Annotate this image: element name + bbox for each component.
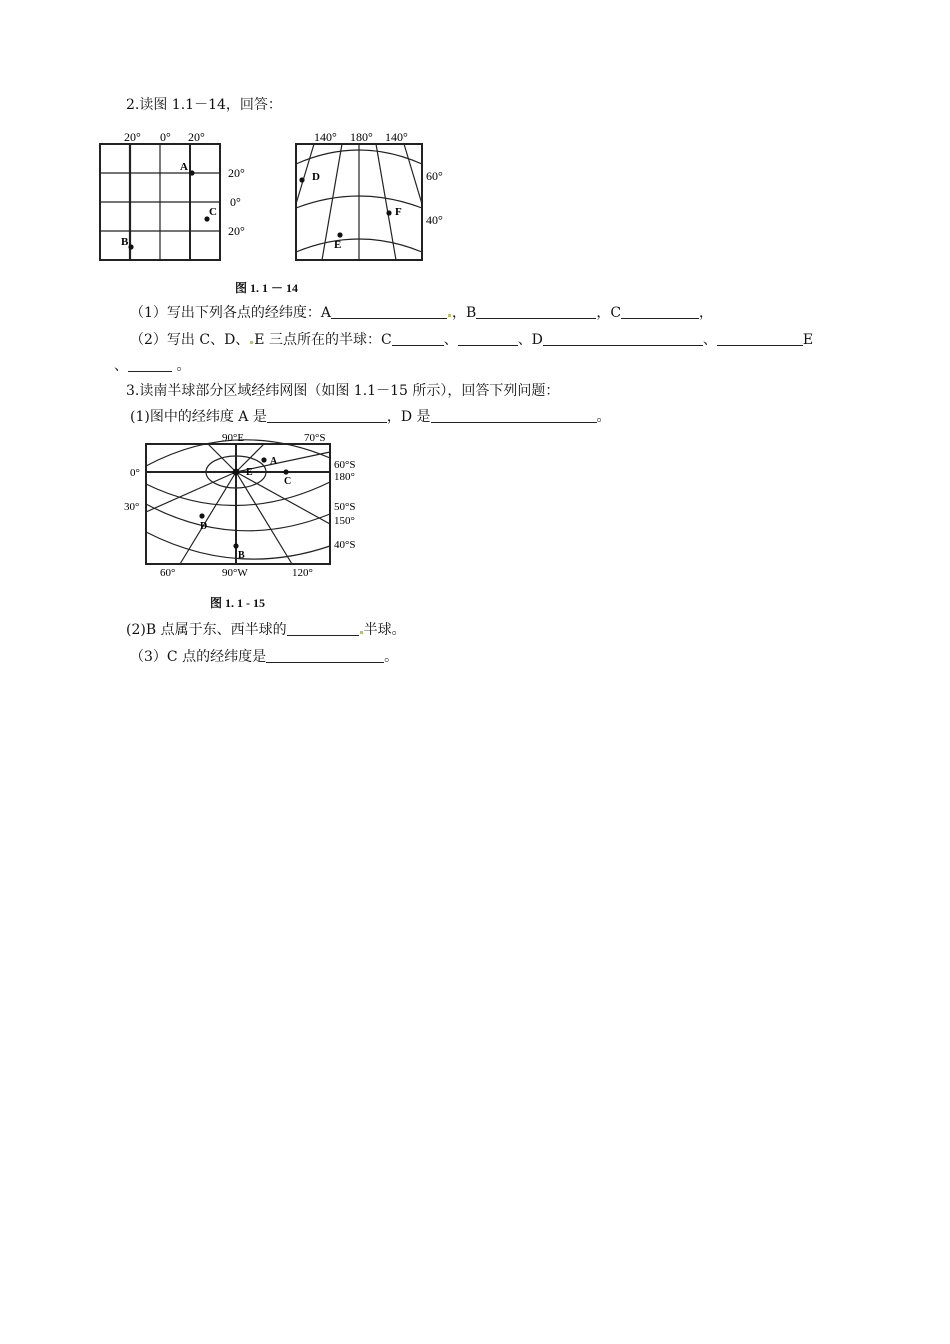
polar-right-label: 40° xyxy=(426,213,443,227)
answer-blank-hemisphere-d2[interactable] xyxy=(717,331,803,346)
map-left-label: 0° xyxy=(130,467,140,479)
map-pole-marker xyxy=(233,469,240,476)
answer-blank-hemisphere-e[interactable] xyxy=(128,357,172,372)
answer-blank-coord-d[interactable] xyxy=(431,408,597,423)
map-point-c-marker xyxy=(283,469,288,474)
point-b-marker xyxy=(128,244,133,249)
map-point-c-label: C xyxy=(284,476,292,487)
point-d-marker xyxy=(299,177,304,182)
map-right-label: 50°S xyxy=(334,501,356,513)
point-a-marker xyxy=(189,170,194,175)
q2-sub1-b: ，B xyxy=(452,305,477,321)
q3-sub3-end: 。 xyxy=(384,649,399,665)
q3-sub2 xyxy=(126,621,406,639)
map-point-b-label: B xyxy=(238,550,245,561)
map-left-label: 30° xyxy=(124,501,140,513)
polar-right-label: 60° xyxy=(426,169,443,183)
stray-mark xyxy=(360,631,363,634)
answer-blank-hemisphere-c2[interactable] xyxy=(458,331,518,346)
stray-mark xyxy=(250,341,253,344)
q2-sub1-lead: （1）写出下列各点的经纬度：A xyxy=(130,305,332,321)
grid-right-label: 0° xyxy=(230,195,241,209)
grid-right-label: 20° xyxy=(228,224,245,238)
q2-sub2-cont xyxy=(114,357,190,375)
q3-sub1-lead: (1)图中的经纬度 A 是 xyxy=(130,409,267,425)
point-b-label: B xyxy=(121,236,129,248)
q3-sub2-end: 半球。 xyxy=(363,622,406,638)
figure-caption-15: 图 1. 1 - 15 xyxy=(210,596,265,610)
grid-top-label: 20° xyxy=(124,130,141,144)
figure-1-1-14-polar xyxy=(290,128,460,268)
stray-mark xyxy=(448,314,451,317)
point-e-label: E xyxy=(334,239,342,251)
figure-1-1-14-grid xyxy=(92,128,262,268)
map-point-d-marker xyxy=(199,513,204,518)
q2-sub2-d: 、D xyxy=(517,332,543,348)
map-right-label: 40°S xyxy=(334,539,356,551)
q2-sub2-rest: E 三点所在的半球：C xyxy=(254,332,392,348)
q3-title: 3.读南半球部分区域经纬网图（如图 1.1－15 所示），回答下列问题： xyxy=(126,383,560,399)
q2-sub2-sep: 、 xyxy=(702,332,717,348)
map-point-a-label: A xyxy=(270,456,278,467)
point-f-label: F xyxy=(395,206,402,218)
answer-blank-a[interactable] xyxy=(331,304,447,319)
map-point-d-label: D xyxy=(200,521,208,532)
map-top-label: 90°E xyxy=(222,432,245,444)
q2-sub1-end: ， xyxy=(699,305,714,321)
q2-title: 2.读图 1.1－14，回答： xyxy=(126,97,282,113)
map-right-label: 180° xyxy=(334,471,355,483)
map-top-label: 70°S xyxy=(304,432,326,444)
point-f-marker xyxy=(386,210,391,215)
q2-sub1-c: ，C xyxy=(596,305,622,321)
map-bottom-label: 120° xyxy=(292,567,313,579)
q3-sub2-lead: (2)B 点属于东、西半球的 xyxy=(126,622,287,638)
point-d-label: D xyxy=(312,171,320,183)
answer-blank-coord-a[interactable] xyxy=(267,408,387,423)
q3-sub1 xyxy=(130,408,611,426)
q2-sub2-cont-lead: 、 xyxy=(114,358,128,374)
figure-1-1-15-map xyxy=(118,428,378,586)
answer-blank-hemisphere-b[interactable] xyxy=(287,621,359,636)
polar-top-label: 140° xyxy=(385,130,408,144)
grid-top-label: 0° xyxy=(160,130,171,144)
q3-sub1-end: 。 xyxy=(596,409,611,425)
answer-blank-hemisphere-d[interactable] xyxy=(543,331,703,346)
answer-blank-c[interactable] xyxy=(621,304,699,319)
q3-sub3-lead: （3）C 点的经纬度是 xyxy=(130,649,267,665)
point-c-label: C xyxy=(209,206,217,218)
q3-sub3 xyxy=(130,648,398,666)
map-right-label: 150° xyxy=(334,515,355,527)
grid-right-label: 20° xyxy=(228,166,245,180)
answer-blank-b[interactable] xyxy=(476,304,596,319)
answer-blank-coord-c[interactable] xyxy=(266,648,384,663)
q2-sub1 xyxy=(130,304,713,322)
map-point-a-marker xyxy=(261,457,266,462)
answer-blank-hemisphere-c[interactable] xyxy=(392,331,444,346)
map-bottom-label: 60° xyxy=(160,567,176,579)
map-right-label: 60°S xyxy=(334,459,356,471)
q2-sub2-e: E xyxy=(802,332,814,348)
q3-sub1-d: ，D 是 xyxy=(386,409,431,425)
grid-top-label: 20° xyxy=(188,130,205,144)
figure-caption-14: 图 1. 1 － 14 xyxy=(235,281,299,295)
point-e-marker xyxy=(337,232,342,237)
q2-sub2-sep: 、 xyxy=(443,332,458,348)
map-bottom-label: 90°W xyxy=(222,567,248,579)
map-point-e-label: E xyxy=(246,467,253,478)
map-point-b-marker xyxy=(233,543,238,548)
polar-top-label: 140° xyxy=(314,130,337,144)
q2-sub2 xyxy=(130,331,813,349)
point-a-label: A xyxy=(180,161,188,173)
q2-sub2-cont-end: 。 xyxy=(176,358,191,374)
polar-top-label: 180° xyxy=(350,130,373,144)
q2-sub2-lead: （2）写出 C、D、 xyxy=(130,332,250,348)
